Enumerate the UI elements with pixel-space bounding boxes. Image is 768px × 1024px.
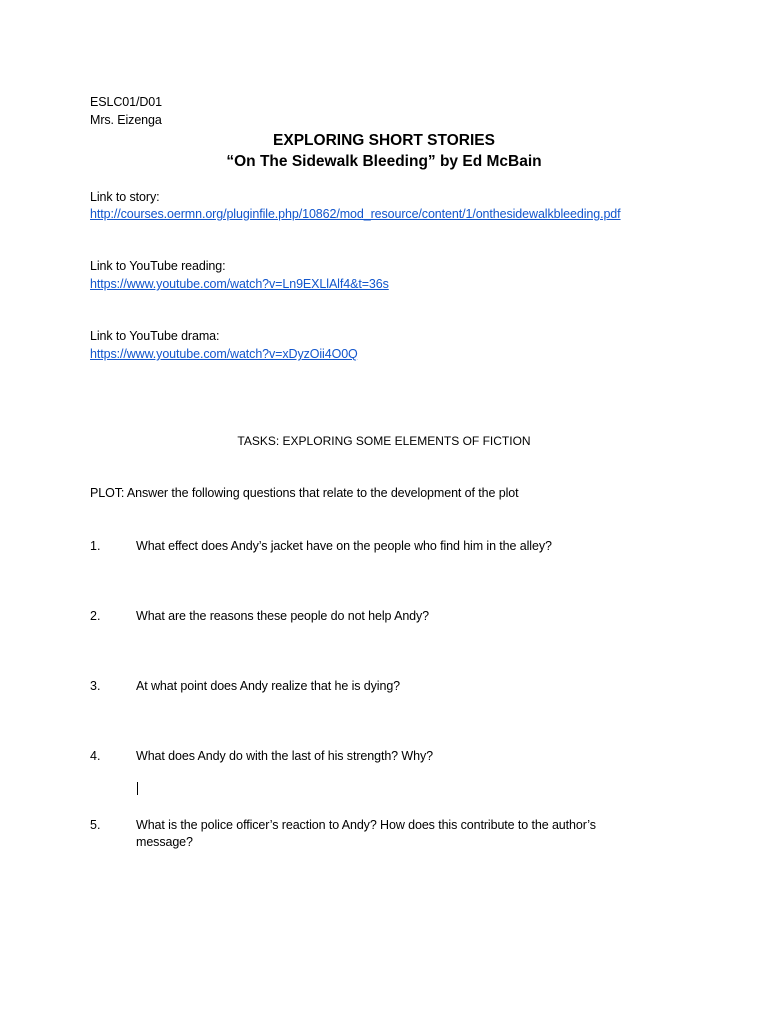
question-text: What is the police officer’s reaction to Andy? How does this contribute to the author’s message? bbox=[136, 818, 596, 849]
question-text: What are the reasons these people do not help Andy? bbox=[136, 609, 430, 623]
text-cursor bbox=[137, 782, 138, 795]
reading-link[interactable]: https://www.youtube.com/watch?v=Ln9EXLlAlf4&t=36s bbox=[90, 277, 389, 291]
question-number: 3. bbox=[90, 679, 101, 693]
question-text: At what point does Andy realize that he is dying? bbox=[136, 679, 401, 693]
teacher-name: Mrs. Eizenga bbox=[90, 113, 162, 127]
drama-link-label: Link to YouTube drama: bbox=[90, 329, 220, 343]
story-link-label: Link to story: bbox=[90, 190, 160, 204]
reading-link-label: Link to YouTube reading: bbox=[90, 259, 226, 273]
question-number: 5. bbox=[90, 818, 101, 832]
drama-link[interactable]: https://www.youtube.com/watch?v=xDyzOii4O0Q bbox=[90, 347, 358, 361]
plot-instructions: PLOT: Answer the following questions that relate to the development of the plot bbox=[90, 486, 519, 500]
tasks-heading: TASKS: EXPLORING SOME ELEMENTS OF FICTION bbox=[237, 434, 531, 448]
document-subtitle: “On The Sidewalk Bleeding” by Ed McBain bbox=[226, 153, 542, 170]
question-number: 2. bbox=[90, 609, 101, 623]
story-link[interactable]: http://courses.oermn.org/pluginfile.php/10862/mod_resource/content/1/onthesidewalkbleeding.pdf bbox=[90, 207, 621, 221]
question-number: 4. bbox=[90, 749, 101, 763]
document-title: EXPLORING SHORT STORIES bbox=[273, 132, 495, 149]
question-text: What does Andy do with the last of his strength? Why? bbox=[136, 749, 433, 763]
question-text: What effect does Andy’s jacket have on the people who find him in the alley? bbox=[136, 539, 552, 553]
question-number: 1. bbox=[90, 539, 101, 553]
course-code: ESLC01/D01 bbox=[90, 95, 162, 109]
